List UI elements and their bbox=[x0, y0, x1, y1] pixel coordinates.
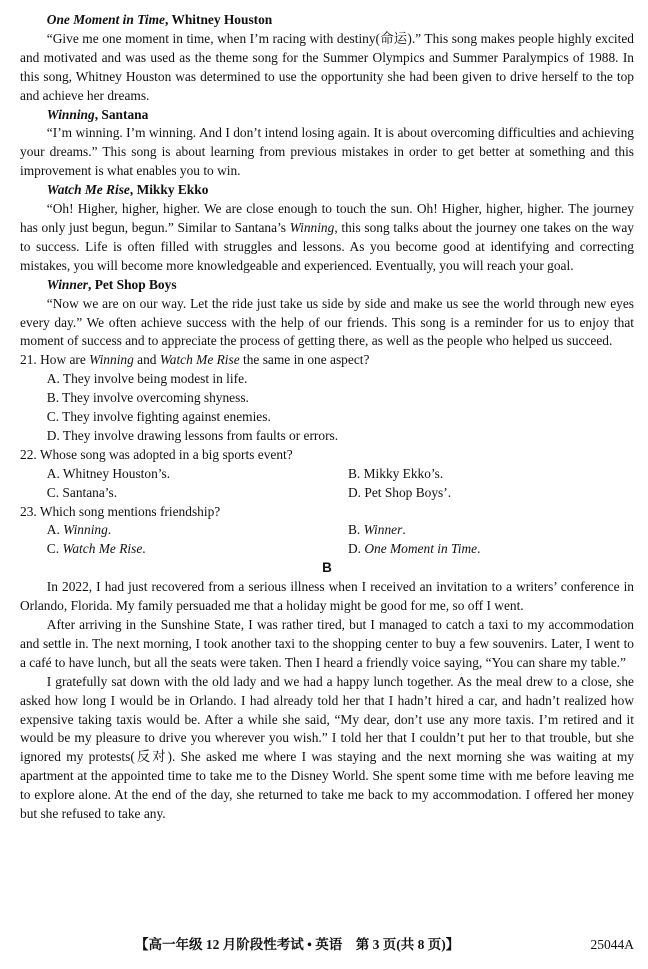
song-title: Winning bbox=[46, 106, 95, 122]
question-22-stem: 22. Whose song was adopted in a big sports event? bbox=[20, 446, 293, 462]
question-23-options-row bbox=[20, 521, 634, 540]
footer-exam-info: 【高一年级 12 月阶段性考试 • 英语 第 3 页(共 8 页)】 bbox=[135, 937, 460, 952]
passage-b-paragraph: After arriving in the Sunshine State, I was rather tired, but I managed to catch a taxi to my accommodation and settle in. The next morning, I took another taxi to the shopping center to buy a few souvenirs. Later, I went to a café to have lunch, but all the seats were taken. Then I heard a friendly voice saying, “You can share my table.” bbox=[20, 617, 634, 670]
song-heading: Watch Me Rise, Mikky Ekko bbox=[46, 182, 209, 198]
passage-b-paragraph: I gratefully sat down with the old lady and we had a happy lunch together. As the meal drew to a close, she asked how long I would be in Orlando. I had already told her that I hadn’t hired a car, and hadn’t realized how expensive taking taxis would be. After a while she said, “My dear, don’t use any more taxis. I’m retired and it would be my pleasure to drive you wherever you wish.” I told her that I couldn’t put her to that trouble, but she ignored my protests(反对). She asked me where I was staying and the next morning she was waiting at my apartment at the appointed time to take me to the Disney World. She spent some time with me before leaving me to explore alone. At the end of the day, she returned to take me back to my accommodation. I offered her money but she refused to take any. bbox=[20, 673, 634, 822]
question-23-option-c: C. Watch Me Rise. bbox=[46, 541, 146, 557]
song-title: Watch Me Rise bbox=[46, 182, 130, 198]
song-paragraph: “Now we are on our way. Let the ride just take us side by side and make us see the world through new eyes every day.” We often achieve success with the help of our friends. This song is a reminder for us to enjoy that moment of success and to appreciate the process of getting there, as well as the people who helped us succeed. bbox=[20, 295, 634, 349]
song-paragraph: “Give me one moment in time, when I’m racing with destiny(命运).” This song makes people highly excited and motivated and was used as the theme song for the Summer Olympics and Summer Paralympics of 1988. In this song, Whitney Houston was determined to use the opportunity she had been given to drive herself to the top and achieve her dreams. bbox=[20, 30, 634, 103]
song-paragraph: “I’m winning. I’m winning. And I don’t intend losing again. It is about overcoming difficulties and achieving your dreams.” This song is about learning from previous mistakes in order to get better at something and this improvement is what enables you to win. bbox=[20, 125, 634, 179]
question-22-options-row bbox=[20, 465, 634, 484]
question-21-option-c: C. They involve fighting against enemies. bbox=[46, 409, 271, 425]
question-22-option-a: A. Whitney Houston’s. bbox=[46, 465, 171, 481]
question-22-option-b: B. Mikky Ekko’s. bbox=[348, 465, 444, 481]
section-b-heading: B bbox=[322, 560, 332, 576]
question-21-option-a: A. They involve being modest in life. bbox=[46, 371, 248, 387]
question-23-options-row bbox=[20, 540, 634, 559]
song-title: One Moment in Time bbox=[46, 12, 165, 27]
question-23-option-a: A. Winning. bbox=[46, 522, 112, 538]
question-23-option-d: D. One Moment in Time. bbox=[348, 541, 481, 557]
question-21-stem: 21. How are Winning and Watch Me Rise the same in one aspect? bbox=[20, 352, 370, 368]
question-22-options-row bbox=[20, 484, 634, 503]
question-22-option-d: D. Pet Shop Boys’. bbox=[348, 484, 452, 500]
passage-b-paragraph: In 2022, I had just recovered from a serious illness when I received an invitation to a writers’ conference in Orlando, Florida. My family persuaded me that a holiday might be good for me, so off I went. bbox=[20, 579, 634, 614]
song-artist: Whitney Houston bbox=[171, 12, 273, 27]
question-23-option-b: B. Winner. bbox=[348, 522, 406, 538]
question-23-stem: 23. Which song mentions friendship? bbox=[20, 503, 221, 519]
song-title: Winner bbox=[46, 276, 88, 292]
footer-exam-code: 25044A bbox=[590, 937, 634, 952]
question-21-option-b: B. They involve overcoming shyness. bbox=[46, 390, 249, 406]
song-artist: Pet Shop Boys bbox=[94, 276, 177, 292]
page-footer bbox=[0, 936, 648, 958]
question-22-option-c: C. Santana’s. bbox=[46, 484, 118, 500]
song-artist: Santana bbox=[101, 106, 149, 122]
song-heading: Winning, Santana bbox=[46, 106, 149, 122]
song-heading: One Moment in Time, Whitney Houston bbox=[46, 12, 273, 27]
question-21-option-d: D. They involve drawing lessons from faults or errors. bbox=[46, 427, 339, 443]
song-paragraph: “Oh! Higher, higher, higher. We are close enough to touch the sun. Oh! Higher, higher, higher. The journey has only just begun, begun.” Similar to Santana’s Winning, this song talks about the journey one takes on the way to success. Life is often filled with struggles and lessons. As you become good at identifying and correcting mistakes, you will become more knowledgeable and experienced. Eventually, you will reach your goal. bbox=[20, 201, 634, 273]
song-heading: Winner, Pet Shop Boys bbox=[46, 276, 177, 292]
song-artist: Mikky Ekko bbox=[136, 182, 209, 198]
